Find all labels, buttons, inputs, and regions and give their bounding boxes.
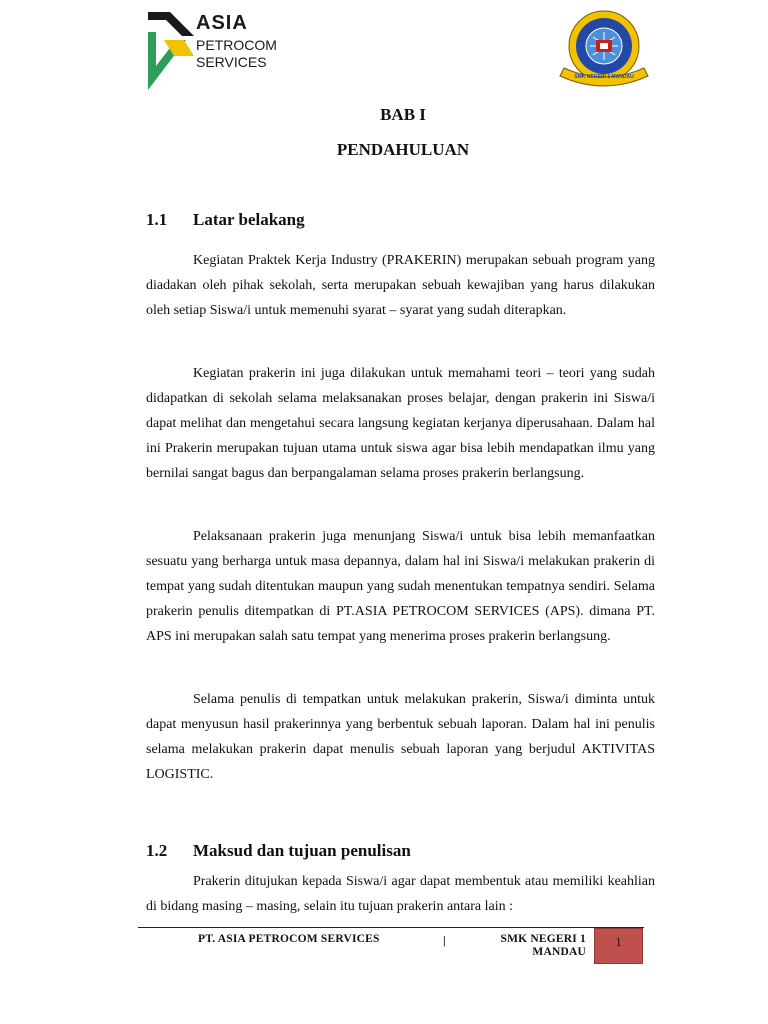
paragraph: Selama penulis di tempatkan untuk melakukan prakerin, Siswa/i diminta untuk dapat menyusun hasil prakerinnya yang berbentuk sebuah laporan. Dalam hal ini penulis selama melakukan prakerin dapat menulis sebuah laporan yang berjudul AKTIVITAS LOGISTIC. — [146, 692, 655, 782]
school-emblem — [556, 10, 652, 92]
paragraph: Kegiatan prakerin ini juga dilakukan untuk memahami teori – teori yang sudah didapatkan di sekolah selama melaksanakan proses belajar, dengan prakerin ini Siswa/i dapat melihat dan mengetahui secara langsung kegiatan kerjanya diperusahaan. Dalam hal ini Prakerin merupakan tujuan utama untuk siswa agar bisa lebih mendapatkan ilmu yang bernilai sangat bagus dan berpangalaman selama proses prakerin berlangsung. — [146, 366, 655, 481]
paragraph: Prakerin ditujukan kepada Siswa/i agar dapat membentuk atau memiliki keahlian di bidang masing – masing, selain itu tujuan prakerin antara lain : — [146, 874, 655, 914]
company-logo-line2: PETROCOM — [196, 37, 277, 53]
company-logo — [146, 10, 276, 92]
section-heading-1-1 — [146, 210, 305, 230]
section-number: 1.1 — [146, 210, 168, 229]
footer-divider — [138, 927, 644, 928]
section-title: Latar belakang — [193, 210, 305, 229]
company-logo-line3: SERVICES — [196, 54, 267, 70]
footer-school-line2: MANDAU — [532, 946, 586, 958]
footer-separator: | — [443, 933, 446, 947]
page-number-box — [594, 928, 643, 964]
school-emblem-ribbon-text: SMK NEGERI 1 MANDAU — [574, 74, 634, 80]
page-number: 1 — [615, 934, 622, 949]
paragraph: Kegiatan Praktek Kerja Industry (PRAKERIN) merupakan sebuah program yang diadakan oleh pihak sekolah, serta merupakan sebuah kewajiban yang harus dilakukan oleh setiap Siswa/i untuk memenuhi syarat – syarat yang sudah diterapkan. — [146, 253, 655, 318]
company-logo-mark — [146, 10, 196, 92]
footer-school-line1: SMK NEGERI 1 — [500, 933, 586, 945]
footer-school — [470, 933, 586, 959]
company-logo-line1: ASIA — [196, 12, 248, 34]
section-number: 1.2 — [146, 841, 168, 860]
paragraph: Pelaksanaan prakerin juga menunjang Siswa/i untuk bisa lebih memanfaatkan sesuatu yang berharga untuk masa depannya, dalam hal ini Siswa/i melakukan prakerin di tempat yang sudah ditentukan maupun yang sudah menentukan tempatnya sendiri. Selama prakerin penulis ditempatkan di PT.ASIA PETROCOM SERVICES (APS). dimana PT. APS ini merupakan salah satu tempat yang menerima proses prakerin berlangsung. — [146, 529, 655, 644]
section-heading-1-2 — [146, 841, 411, 861]
chapter-number: BAB I — [380, 105, 426, 124]
footer-company: PT. ASIA PETROCOM SERVICES — [198, 933, 380, 945]
section-title: Maksud dan tujuan penulisan — [193, 841, 411, 860]
chapter-title: PENDAHULUAN — [336, 140, 470, 159]
